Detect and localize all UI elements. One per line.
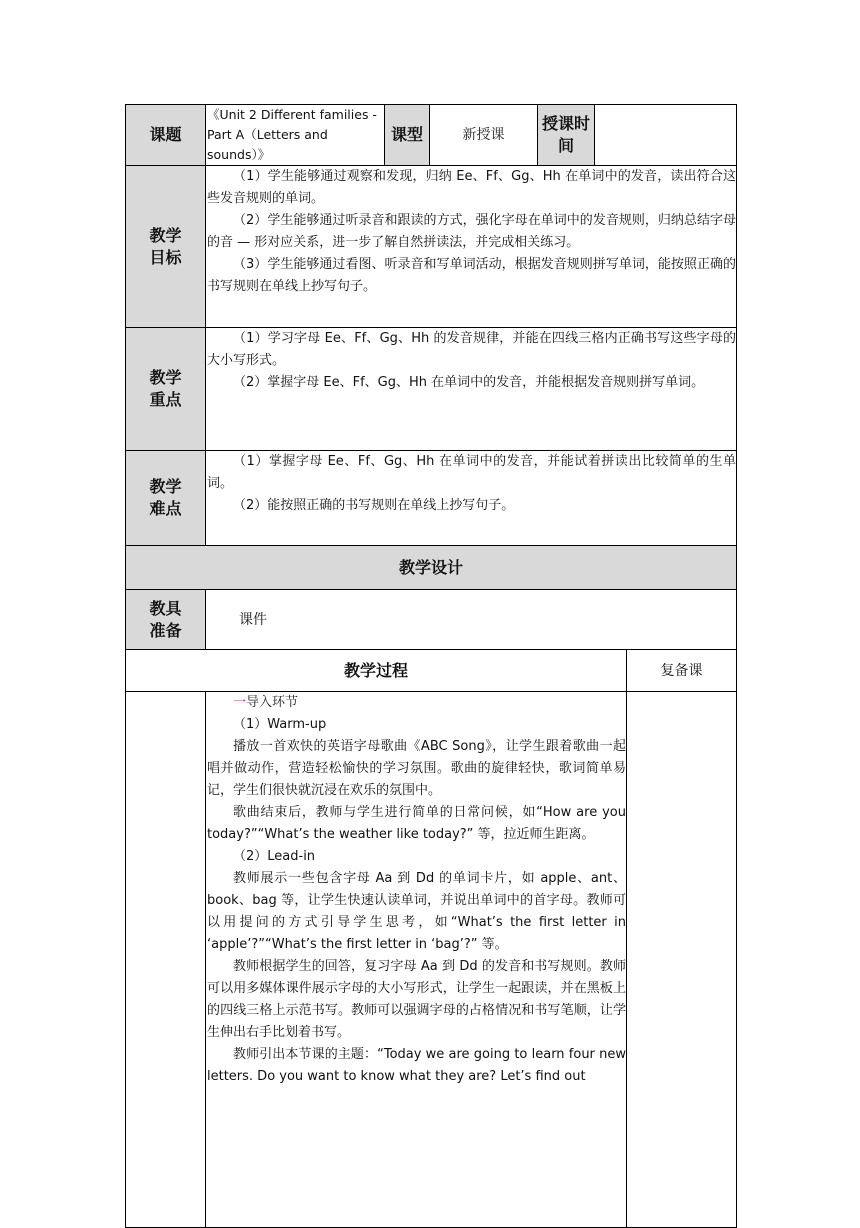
difficulty-item: （1）掌握字母 Ee、Ff、Gg、Hh 在单词中的发音，并能试着拼读出比较简单的生单词。 (207, 454, 736, 491)
key-points-label: 教学重点 (126, 328, 206, 451)
section-heading (207, 692, 626, 714)
process-paragraph: （2）Lead-in (233, 849, 316, 864)
difficulties-label: 教学难点 (126, 451, 206, 546)
process-title: 教学过程 (126, 650, 627, 692)
process-paragraph: （1）Warm-up (233, 717, 327, 732)
preparation-label: 教具准备 (126, 590, 206, 650)
process-paragraph: 歌曲结束后，教师与学生进行简单的日常问候，如“How are you today?”“What’s the weather like today?” 等，拉近师生距离。 (207, 805, 626, 842)
process-left-blank (126, 692, 206, 1228)
process-content (206, 692, 627, 1228)
difficulties-content (206, 451, 737, 546)
key-points-row (126, 328, 737, 451)
process-paragraph: 播放一首欢快的英语字母歌曲《ABC Song》，让学生跟着歌曲一起唱并做动作，营造轻松愉快的学习氛围。歌曲的旋律轻快，歌词简单易记，学生们很快就沉浸在欢乐的氛围中。 (207, 739, 626, 798)
difficulty-item: （2）能按照正确的书写规则在单线上抄写句子。 (233, 498, 515, 513)
objectives-content (206, 166, 737, 328)
topic-label: 课题 (126, 105, 206, 166)
header-row (126, 105, 737, 166)
process-paragraph: 教师引出本节课的主题：“Today we are going to learn four new letters. Do you want to know what they are? Let’s find out (207, 1047, 626, 1084)
process-content-row (126, 692, 737, 1228)
type-label: 课型 (385, 105, 430, 166)
objectives-row (126, 166, 737, 328)
difficulties-row (126, 451, 737, 546)
key-point-item: （1）学习字母 Ee、Ff、Gg、Hh 的发音规律，并能在四线三格内正确书写这些字母的大小写形式。 (207, 331, 736, 368)
time-label: 授课时间 (538, 105, 595, 166)
objective-item: （2）学生能够通过听录音和跟读的方式，强化字母在单词中的发音规则，归纳总结字母的音 — 形对应关系，进一步了解自然拼读法，并完成相关练习。 (207, 213, 736, 250)
lesson-plan-document (125, 104, 736, 1228)
review-notes-blank (627, 692, 737, 1228)
topic-value: 《Unit 2 Different families - Part A（Letters and sounds）》 (206, 105, 385, 166)
key-point-item: （2）掌握字母 Ee、Ff、Gg、Hh 在单词中的发音，并能根据发音规则拼写单词。 (233, 375, 705, 390)
preparation-row (126, 590, 737, 650)
process-paragraph: 教师根据学生的回答，复习字母 Aa 到 Dd 的发音和书写规则。教师可以用多媒体课件展示字母的大小写形式，让学生一起跟读，并在黑板上的四线三格上示范书写。教师可以强调字母的占格情况和书写笔顺，让学生伸出右手比划着书写。 (207, 959, 626, 1040)
type-value: 新授课 (430, 105, 538, 166)
review-label: 复备课 (627, 650, 737, 692)
key-points-content (206, 328, 737, 451)
time-value (595, 105, 737, 166)
objective-item: （1）学生能够通过观察和发现，归纳 Ee、Ff、Gg、Hh 在单词中的发音，读出符合这些发音规则的单词。 (207, 169, 736, 206)
design-title: 教学设计 (126, 546, 737, 590)
process-paragraph: 教师展示一些包含字母 Aa 到 Dd 的单词卡片，如 apple、ant、book、bag 等，让学生快速认读单词，并说出单词中的首字母。教师可以用提问的方式引导学生思考，如“What’s the first letter in ‘apple’?”“What’s the first letter in ‘bag’?” 等。 (207, 871, 626, 952)
section-dash: 一 (233, 695, 247, 710)
objective-item: （3）学生能够通过看图、听录音和写单词活动，根据发音规则拼写单词，能按照正确的书写规则在单线上抄写句子。 (207, 257, 736, 294)
design-title-row (126, 546, 737, 590)
process-header-row (126, 650, 737, 692)
preparation-value: 课件 (206, 590, 737, 650)
section-title: 导入环节 (246, 695, 299, 710)
objectives-label: 教学目标 (126, 166, 206, 328)
lesson-plan-table (125, 104, 737, 1228)
